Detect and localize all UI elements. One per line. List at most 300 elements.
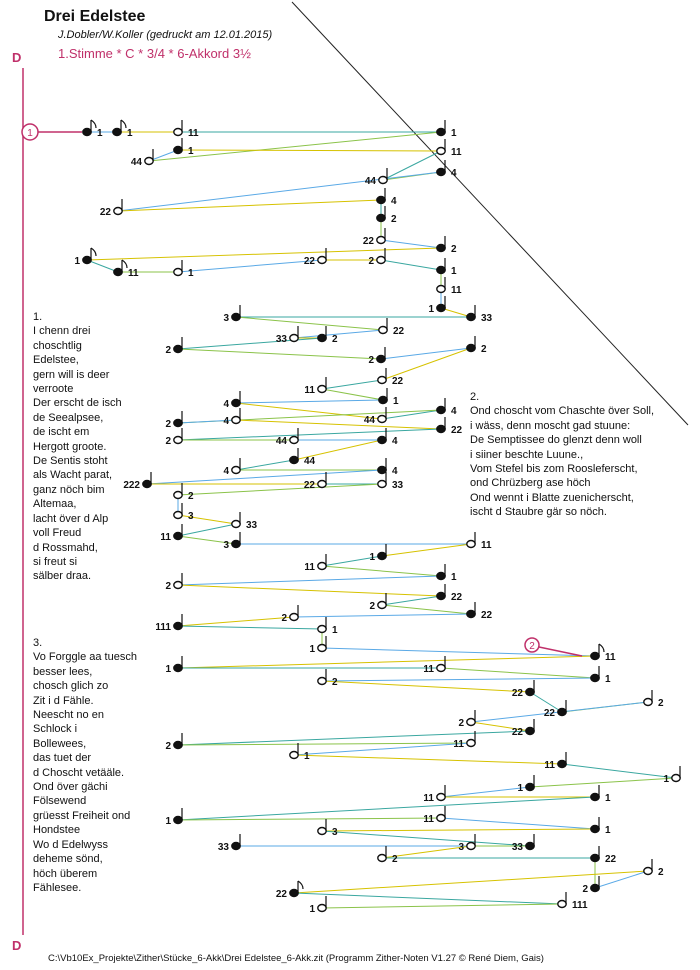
note-82 [591,785,611,804]
note-connector [294,330,383,338]
note-55 [304,554,326,573]
note-label: 1 [451,266,457,277]
note-head [174,533,182,540]
note-connector [322,829,595,831]
note-head [174,582,182,589]
note-head [232,541,240,548]
note-label: 3 [223,313,229,324]
note-75 [165,733,182,752]
note-label: 1 [309,904,315,915]
note-label: 1 [188,146,194,157]
note-connector [178,656,595,668]
note-label: 4 [391,196,397,207]
note-head [437,665,445,672]
note-head [644,699,652,706]
note-head [467,541,475,548]
note-label: 111 [572,900,588,911]
note-label: 11 [304,562,315,573]
note-head [377,215,385,222]
note-connector [562,764,676,778]
note-head [318,905,326,912]
note-connector [294,893,562,904]
note-flag [91,248,96,256]
note-label: 3 [188,511,194,522]
note-91 [591,846,617,865]
note-50 [232,512,258,531]
note-64 [309,636,326,655]
note-label: 3 [332,827,338,838]
note-head [174,437,182,444]
note-head [467,719,475,726]
note-label: 2 [582,884,588,895]
note-head [145,158,153,165]
note-head [437,573,445,580]
note-23 [223,305,240,324]
note-label: 11 [453,739,464,750]
note-label: 2 [281,613,287,624]
note-head [290,457,298,464]
note-label: 33 [481,313,493,324]
note-9 [100,199,122,218]
note-head [174,129,182,136]
note-label: 11 [481,540,492,551]
note-head [318,335,326,342]
note-head [437,286,445,293]
note-label: 2 [392,854,398,865]
note-head [83,129,91,136]
footer-path: C:\Vb10Ex_Projekte\Zither\Stücke_6-Akk\Drei Edelstee_6-Akk.zit (Programm Zither-Noten V1.27 © René Diem, Gais) [48,953,544,964]
note-53 [467,532,492,551]
note-66 [165,656,182,675]
note-label: 33 [246,520,258,531]
note-connector [178,260,322,272]
note-label: 2 [658,698,664,709]
note-label: 11 [544,760,555,771]
note-44 [378,458,398,477]
note-59 [369,593,386,612]
note-connector [294,614,471,617]
note-head [377,356,385,363]
note-connector [322,678,595,681]
note-21 [428,296,445,315]
note-label: 2 [458,718,464,729]
position-marker-2-label: 2 [529,641,535,652]
note-65 [591,644,616,663]
note-head [290,752,298,759]
note-head [591,826,599,833]
note-connector [382,596,441,605]
note-13 [437,236,457,255]
note-flag [122,260,127,268]
note-label: 3 [458,842,464,853]
note-head [377,237,385,244]
note-head [591,653,599,660]
note-74 [512,719,534,738]
note-connector [118,200,381,211]
note-51 [160,524,182,543]
note-label: 11 [451,285,462,296]
note-flag [91,120,96,128]
note-49 [174,503,194,522]
note-label: 1 [517,783,523,794]
note-25 [276,326,298,345]
note-label: 33 [275,334,287,345]
note-label: 1 [369,552,375,563]
note-label: 1 [304,751,310,762]
d-marker-bottom: D [12,938,22,953]
note-77 [290,743,310,762]
note-label: 2 [368,355,374,366]
note-42 [290,448,316,467]
note-67 [423,656,445,675]
note-label: 1 [663,774,669,785]
note-label: 222 [123,480,140,491]
note-3 [437,120,457,139]
note-head [379,397,387,404]
note-label: 22 [362,236,374,247]
note-31 [304,377,326,396]
note-label: 22 [99,207,111,218]
note-head [467,843,475,850]
note-label: 1 [188,268,194,279]
note-label: 2 [332,334,338,345]
note-head [526,728,534,735]
note-label: 44 [364,176,376,187]
note-label: 1 [165,664,171,675]
note-flag [599,644,604,652]
page-title: Drei Edelstee [44,8,146,25]
note-label: 44 [304,456,316,467]
note-head [467,314,475,321]
note-connector [441,668,595,678]
note-head [232,417,240,424]
note-connector [236,460,294,470]
note-label: 2 [165,436,171,447]
note-head [174,512,182,519]
note-label: 22 [605,854,617,865]
note-head [591,855,599,862]
note-head [591,675,599,682]
note-80 [517,775,534,794]
note-92 [582,876,599,895]
note-head [378,553,386,560]
note-head [318,481,326,488]
note-head [318,626,326,633]
note-43 [223,458,240,477]
note-head [378,437,386,444]
note-78 [544,752,566,771]
note-label: 1 [605,793,611,804]
note-connector [322,380,382,389]
note-7 [365,168,387,187]
note-head [174,665,182,672]
d-marker-top: D [12,50,22,65]
note-12 [363,228,385,247]
note-label: 4 [451,406,457,417]
note-head [232,521,240,528]
note-label: 2 [391,214,397,225]
note-head [591,794,599,801]
note-connector [147,470,382,484]
note-connector [381,348,471,359]
note-15 [114,260,139,279]
note-head [114,269,122,276]
note-label: 2 [451,244,457,255]
note-label: 1 [451,128,457,139]
note-26 [318,326,338,345]
note-label: 22 [543,708,555,719]
note-head [558,901,566,908]
note-40 [276,428,298,447]
position-marker-1-label: 1 [27,128,33,139]
note-head [558,761,566,768]
note-head [437,426,445,433]
note-33 [223,391,240,410]
note-61 [281,605,298,624]
note-head [290,437,298,444]
note-connector [381,240,441,248]
note-label: 2 [165,419,171,430]
note-head [232,467,240,474]
note-head [558,709,566,716]
note-connector [178,524,236,536]
note-4 [131,149,153,168]
note-head [174,269,182,276]
note-1 [113,120,133,139]
note-label: 22 [481,610,493,621]
note-head [174,420,182,427]
note-34 [364,407,386,426]
note-head [378,467,386,474]
note-head [437,148,445,155]
note-head [672,775,680,782]
note-connector [178,150,441,151]
note-label: 33 [392,480,404,491]
note-connector [178,797,595,820]
note-35 [437,398,457,417]
note-label: 4 [392,436,398,447]
note-label: 44 [363,415,375,426]
note-label: 11 [423,814,434,825]
note-56 [437,564,457,583]
note-label: 11 [188,128,199,139]
note-label: 4 [223,416,229,427]
note-head [467,611,475,618]
note-label: 2 [165,345,171,356]
verse-1: 1. I chenn drei choschtlig Edelstee, gern will is deer verroote Der erscht de isch de Seealpsee, de ischt em Hergott groote. De Sentis stoht als Wacht parat, ganz nöch bim Altemaa, lacht över d Alp voll Freud d Rossmahd, si freut si sälber draa. [33,311,122,583]
note-head [437,245,445,252]
note-head [437,305,445,312]
note-head [437,169,445,176]
note-head [377,257,385,264]
note-head [437,407,445,414]
note-head [378,481,386,488]
note-label: 22 [451,425,463,436]
note-73 [458,710,475,729]
note-connector [178,617,294,626]
note-head [377,197,385,204]
note-connector [178,585,441,596]
note-head [437,267,445,274]
note-head [526,784,534,791]
note-label: 22 [303,256,315,267]
note-head [83,257,91,264]
note-32 [379,388,399,407]
note-connector [178,349,381,359]
note-head [174,742,182,749]
note-head [467,740,475,747]
note-connector [178,484,382,495]
note-head [174,346,182,353]
note-head [437,794,445,801]
note-label: 33 [217,842,229,853]
note-39 [165,428,182,447]
note-head [143,481,151,488]
note-label: 1 [332,625,338,636]
note-72 [644,690,664,709]
note-head [526,843,534,850]
note-16 [174,260,194,279]
note-69 [318,669,338,688]
note-11 [377,206,397,225]
note-connector [441,818,595,829]
note-87 [512,834,534,853]
note-head [232,314,240,321]
note-88 [218,834,240,853]
note-label: 22 [303,480,315,491]
note-connector [382,544,471,556]
note-label: 1 [605,825,611,836]
note-label: 11 [304,385,315,396]
note-head [467,345,475,352]
note-label: 11 [128,268,139,279]
note-connector [530,778,676,787]
note-84 [423,806,445,825]
note-head [290,614,298,621]
note-label: 4 [223,466,229,477]
note-label: 11 [423,793,434,804]
note-connector [322,904,562,908]
note-connector [294,743,471,755]
note-label: 22 [511,727,523,738]
note-connector [87,260,118,272]
note-37 [223,408,240,427]
note-head [378,416,386,423]
note-head [113,129,121,136]
note-connector [178,429,441,440]
note-head [644,868,652,875]
note-85 [591,817,611,836]
note-label: 2 [481,344,487,355]
note-70 [512,680,534,699]
note-label: 22 [393,326,405,337]
note-label: 44 [275,436,287,447]
note-label: 33 [511,842,523,853]
verse-2: 2. Ond choscht vom Chaschte över Soll, i wäss, denn moscht gad stuune: De Semptissee do glenzt denn woll i siiner beschte Luune., Vom Stefel bis zom Roosleferscht, ond Chrüzberg ase höch Ond wennt i Blatte zuenicherscht, ischt d Staubre gär so nöch. [470,391,655,519]
note-label: 44 [130,157,142,168]
note-label: 11 [423,664,434,675]
note-head [437,593,445,600]
note-head [318,678,326,685]
note-label: 1 [97,128,103,139]
note-62 [155,614,182,633]
note-label: 22 [392,376,404,387]
note-30 [378,368,404,387]
note-head [232,400,240,407]
note-83 [165,808,182,827]
note-label: 22 [511,688,523,699]
note-24 [379,318,405,337]
note-17 [304,248,326,267]
note-label: 22 [275,889,287,900]
note-22 [467,305,493,324]
note-head [174,817,182,824]
note-label: 2 [165,741,171,752]
note-5 [174,138,194,157]
note-68 [591,666,611,685]
note-head [318,257,326,264]
note-flag [121,120,126,128]
note-label: 3 [223,540,229,551]
note-label: 1 [451,572,457,583]
note-label: 2 [332,677,338,688]
note-head [378,602,386,609]
note-connector [322,831,530,846]
note-label: 2 [368,256,374,267]
note-connector [322,648,595,656]
note-head [378,377,386,384]
note-6 [437,139,462,158]
note-81 [423,785,445,804]
note-10 [377,188,397,207]
note-45 [123,472,151,491]
note-flag [298,881,303,889]
note-label: 1 [428,304,434,315]
note-label: 1 [127,128,133,139]
note-52 [223,532,240,551]
note-96 [309,896,326,915]
note-93 [644,859,664,878]
note-63 [318,617,338,636]
note-58 [437,584,463,603]
note-head [290,890,298,897]
note-48 [174,483,194,502]
note-head [318,828,326,835]
note-connector [294,755,562,764]
note-36 [165,411,182,430]
note-label: 1 [605,674,611,685]
note-label: 2 [165,581,171,592]
note-connector [236,420,441,429]
note-connector [236,400,383,403]
note-label: 4 [392,466,398,477]
note-label: 1 [309,644,315,655]
note-connector [178,338,322,349]
note-connector [322,566,441,576]
note-head [526,689,534,696]
note-head [437,129,445,136]
note-connector [322,681,530,692]
note-head [232,843,240,850]
note-47 [378,472,404,491]
note-connector [382,605,471,614]
note-connector [87,248,441,260]
note-head [174,492,182,499]
note-head [318,563,326,570]
note-90 [378,846,398,865]
note-2 [174,120,199,139]
note-head [290,335,298,342]
